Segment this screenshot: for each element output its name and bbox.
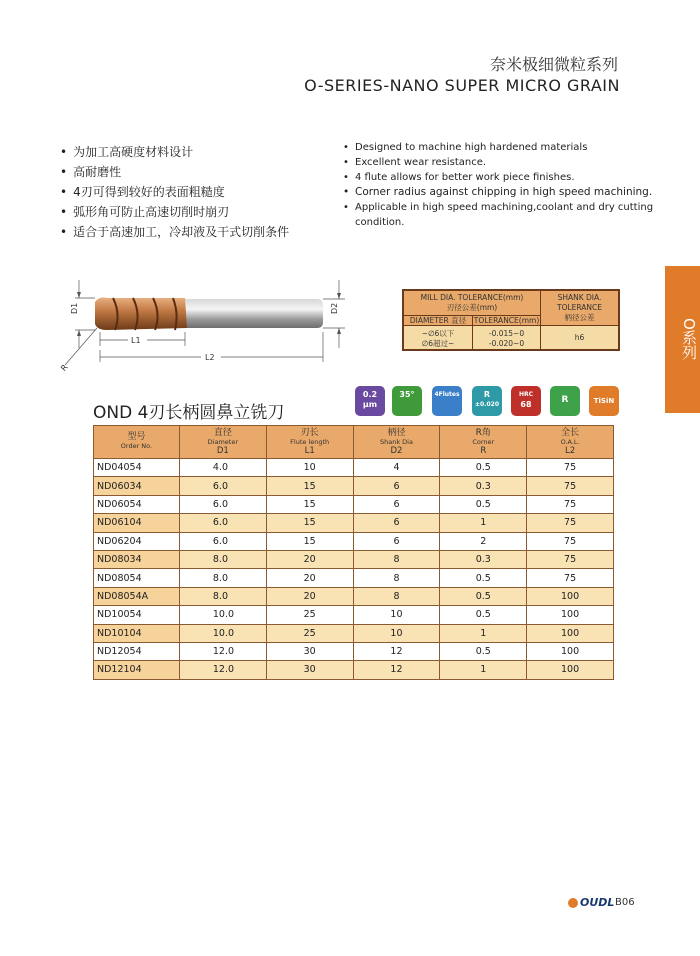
table-header-row <box>94 426 614 459</box>
table-cell: ND04054 <box>94 459 180 477</box>
list-item: • 4 flute allows for better work piece finishes. <box>343 170 663 185</box>
header-en: Flute length <box>290 437 330 446</box>
table-cell: 6 <box>353 532 440 550</box>
tolerance-header-mill-cn: 刃径公差(mm) <box>446 303 498 312</box>
feature-list-english <box>343 140 663 230</box>
badge-line: TiSiN <box>593 397 615 405</box>
hardness-icon <box>511 386 541 416</box>
column-header-diameter <box>179 426 266 459</box>
badge-line: R <box>561 395 569 405</box>
l2-label: L2 <box>205 353 215 362</box>
header-cn: 直径 <box>213 427 232 438</box>
header-cn: 刃长 <box>300 427 319 438</box>
table-cell: 0.5 <box>440 642 527 660</box>
tolerance-cell-tolerance <box>472 325 540 349</box>
list-item: • 弧形角可防止高速切削时崩刃 <box>60 202 289 222</box>
tolerance-diameter-1: ~∅6以下 <box>421 329 455 338</box>
tolerance-value-1: -0.015~0 <box>488 329 525 338</box>
header-en: Corner <box>472 437 495 446</box>
list-item: • 高耐磨性 <box>60 162 289 182</box>
table-cell: 6 <box>353 514 440 532</box>
d1-label: D1 <box>70 302 79 314</box>
header-symbol: L2 <box>565 445 576 456</box>
badge-line: ±0.020 <box>474 401 499 408</box>
table-cell: 1 <box>440 661 527 679</box>
corner-radius-icon <box>550 386 580 416</box>
table-cell: 75 <box>527 495 614 513</box>
header-cn: 全长 <box>561 427 580 438</box>
table-row <box>94 624 614 642</box>
table-cell: ND08034 <box>94 550 180 568</box>
table-row <box>94 495 614 513</box>
table-cell: 15 <box>266 477 353 495</box>
flute-count-icon <box>432 386 462 416</box>
tolerance-cell-shank: h6 <box>540 325 618 349</box>
logo-mark-icon <box>568 898 578 908</box>
badge-line: HRC <box>518 391 534 398</box>
table-cell: 6.0 <box>179 532 266 550</box>
table-row <box>94 661 614 679</box>
header-symbol: D2 <box>390 445 403 456</box>
table-cell: ND06034 <box>94 477 180 495</box>
table-cell: ND06104 <box>94 514 180 532</box>
shank <box>183 299 323 328</box>
table-cell: 6 <box>353 477 440 495</box>
table-row <box>94 514 614 532</box>
series-side-tab-label: O系列 <box>680 318 698 360</box>
table-cell: 12.0 <box>179 661 266 679</box>
header-symbol: L1 <box>304 445 315 456</box>
helix-angle-icon <box>392 386 422 416</box>
table-cell: 12.0 <box>179 642 266 660</box>
surface-finish-icon <box>355 386 385 416</box>
column-header-corner <box>440 426 527 459</box>
table-cell: 4 <box>353 459 440 477</box>
table-row <box>94 642 614 660</box>
table-cell: ND10104 <box>94 624 180 642</box>
tolerance-table <box>402 289 620 351</box>
corner-radius-tolerance-icon <box>472 386 502 416</box>
badge-line: 0.2 <box>362 390 378 399</box>
table-cell: 20 <box>266 587 353 605</box>
table-cell: 100 <box>527 606 614 624</box>
tolerance-header-shank-en: SHANK DIA. TOLERANCE <box>556 293 603 312</box>
page-title-chinese: 奈米极细微粒系列 <box>489 55 618 74</box>
table-row <box>94 587 614 605</box>
badge-line: 4Flutes <box>434 391 460 398</box>
table-cell: 75 <box>527 477 614 495</box>
table-row <box>94 569 614 587</box>
table-cell: ND12104 <box>94 661 180 679</box>
table-cell: 15 <box>266 532 353 550</box>
table-cell: 15 <box>266 495 353 513</box>
column-header-oal <box>527 426 614 459</box>
product-table <box>93 425 614 680</box>
table-cell: 0.3 <box>440 477 527 495</box>
tolerance-value-2: -0.020~0 <box>488 339 525 348</box>
column-header-flute-length <box>266 426 353 459</box>
table-cell: 75 <box>527 550 614 568</box>
table-cell: 8.0 <box>179 569 266 587</box>
table-cell: ND06054 <box>94 495 180 513</box>
table-cell: 75 <box>527 532 614 550</box>
header-symbol: R <box>480 445 487 456</box>
tolerance-diameter-2: ∅6超过~ <box>421 339 455 348</box>
table-cell: 20 <box>266 550 353 568</box>
table-cell: ND12054 <box>94 642 180 660</box>
tolerance-header-shank <box>540 291 618 325</box>
table-cell: ND06204 <box>94 532 180 550</box>
table-cell: 30 <box>266 661 353 679</box>
header-en: Shank Dia <box>379 437 413 446</box>
table-cell: 12 <box>353 642 440 660</box>
coating-icon <box>589 386 619 416</box>
tolerance-header-mill <box>404 291 540 315</box>
table-cell: 1 <box>440 624 527 642</box>
table-cell: 6.0 <box>179 514 266 532</box>
brand-logo <box>568 896 614 909</box>
table-cell: ND08054 <box>94 569 180 587</box>
table-row <box>94 477 614 495</box>
table-cell: 0.5 <box>440 569 527 587</box>
table-cell: 100 <box>527 624 614 642</box>
list-item: • 为加工高硬度材料设计 <box>60 142 289 162</box>
tolerance-header-mill-en: MILL DIA. TOLERANCE(mm) <box>420 293 524 302</box>
table-cell: 100 <box>527 642 614 660</box>
table-cell: 0.5 <box>440 459 527 477</box>
table-cell: 4.0 <box>179 459 266 477</box>
table-cell: 75 <box>527 569 614 587</box>
table-cell: 8.0 <box>179 550 266 568</box>
list-item: • Excellent wear resistance. <box>343 155 663 170</box>
table-cell: 10 <box>266 459 353 477</box>
series-title: OND 4刃长柄圆鼻立铣刀 <box>93 403 285 423</box>
brand-name: OUDL <box>580 896 615 909</box>
table-cell: 8 <box>353 550 440 568</box>
table-cell: 10 <box>353 606 440 624</box>
column-header-order-no <box>94 426 180 459</box>
table-cell: 15 <box>266 514 353 532</box>
l1-label: L1 <box>131 336 141 345</box>
flute-section <box>95 298 187 331</box>
table-cell: 100 <box>527 587 614 605</box>
tolerance-header-shank-cn: 柄径公差 <box>564 313 595 322</box>
header-cn: 柄径 <box>387 427 406 438</box>
tolerance-col-diameter: DIAMETER 直径 <box>404 315 472 325</box>
table-cell: 0.5 <box>440 587 527 605</box>
header-en: Diameter <box>207 437 239 446</box>
table-cell: 0.3 <box>440 550 527 568</box>
list-item: • 4刃可得到较好的表面粗糙度 <box>60 182 289 202</box>
table-cell: 8.0 <box>179 587 266 605</box>
badge-line: 68 <box>520 400 532 409</box>
end-mill-drawing <box>55 270 339 375</box>
page-number: B06 <box>615 897 635 908</box>
r-label: R <box>59 362 70 373</box>
table-row <box>94 550 614 568</box>
series-side-tab <box>665 266 700 413</box>
table-cell: 8 <box>353 587 440 605</box>
table-cell: 8 <box>353 569 440 587</box>
table-cell: ND08054A <box>94 587 180 605</box>
table-cell: 2 <box>440 532 527 550</box>
tolerance-cell-diameter <box>404 325 472 349</box>
table-cell: 10.0 <box>179 624 266 642</box>
table-cell: 75 <box>527 459 614 477</box>
column-header-shank-dia <box>353 426 440 459</box>
badge-line: μm <box>362 400 378 409</box>
table-cell: 1 <box>440 514 527 532</box>
feature-list-chinese <box>60 142 289 242</box>
header-en: O.A.L. <box>560 437 580 446</box>
table-cell: ND10054 <box>94 606 180 624</box>
table-cell: 100 <box>527 661 614 679</box>
table-cell: 12 <box>353 661 440 679</box>
list-item: • Applicable in high speed machining,coolant and dry cutting condition. <box>343 200 663 230</box>
table-cell: 0.5 <box>440 495 527 513</box>
tolerance-col-tolerance: TOLERANCE(mm) <box>473 316 540 325</box>
table-cell: 0.5 <box>440 606 527 624</box>
badge-line: R <box>483 390 491 399</box>
table-cell: 10 <box>353 624 440 642</box>
table-row <box>94 532 614 550</box>
table-row <box>94 459 614 477</box>
list-item: • 适合于高速加工，冷却液及干式切削条件 <box>60 222 289 242</box>
list-item: • Designed to machine high hardened materials <box>343 140 663 155</box>
table-cell: 30 <box>266 642 353 660</box>
table-row <box>94 606 614 624</box>
d2-label: D2 <box>330 302 339 314</box>
list-item: • Corner radius against chipping in high speed machining. <box>343 185 663 200</box>
table-cell: 10.0 <box>179 606 266 624</box>
header-cn: R角 <box>475 427 491 438</box>
badge-line: 35° <box>399 390 415 399</box>
header-en: Order No. <box>120 442 153 450</box>
table-cell: 6.0 <box>179 477 266 495</box>
table-cell: 20 <box>266 569 353 587</box>
table-cell: 6.0 <box>179 495 266 513</box>
header-cn: 型号 <box>127 432 146 442</box>
table-cell: 75 <box>527 514 614 532</box>
table-cell: 25 <box>266 624 353 642</box>
page-title-english: O-SERIES-NANO SUPER MICRO GRAIN <box>304 76 620 95</box>
table-cell: 6 <box>353 495 440 513</box>
header-symbol: D1 <box>216 445 229 456</box>
table-cell: 25 <box>266 606 353 624</box>
